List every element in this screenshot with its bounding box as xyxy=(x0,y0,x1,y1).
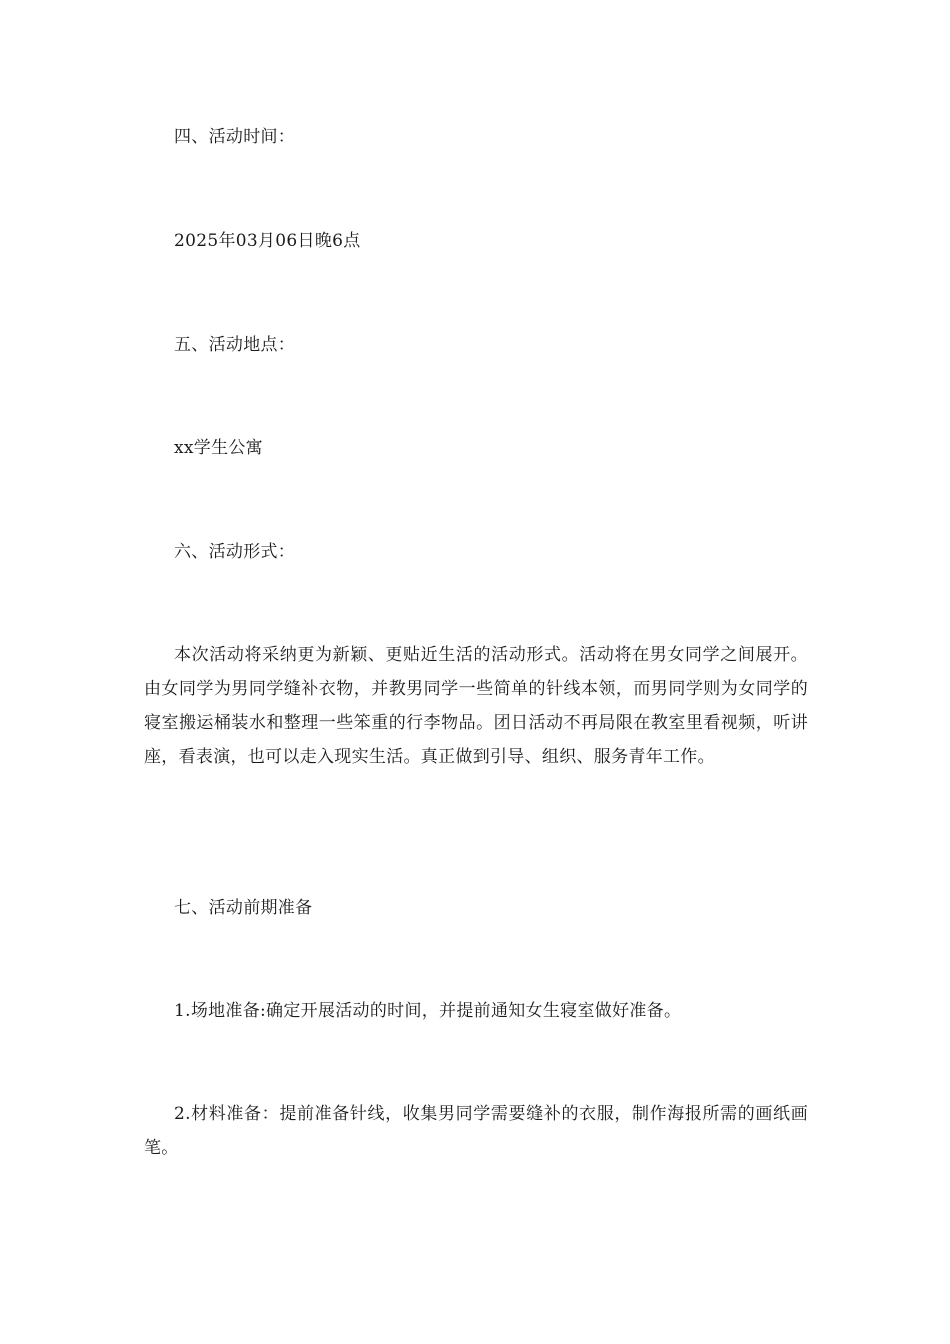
activity-place-value: xx学生公寓 xyxy=(174,438,263,458)
activity-form-heading: 六、活动形式： xyxy=(174,542,296,562)
preparation-item-venue: 1.场地准备:确定开展活动的时间，并提前通知女生寝室做好准备。 xyxy=(174,1001,682,1021)
activity-form-paragraph: 本次活动将采纳更为新颖、更贴近生活的活动形式。活动将在男女同学之间展开。由女同学为男同学缝补衣物，并教男同学一些简单的针线本领，而男同学则为女同学的寝室搬运桶装水和整理一些笨重的行李物品。团日活动不再局限在教室里看视频，听讲座，看表演，也可以走入现实生活。真正做到引导、组织、服务青年工作。 xyxy=(144,645,808,767)
preparation-heading: 七、活动前期准备 xyxy=(174,898,313,918)
activity-time-heading: 四、活动时间： xyxy=(174,127,296,147)
activity-place-heading: 五、活动地点： xyxy=(174,335,296,355)
activity-time-value: 2025年03月06日晚6点 xyxy=(174,231,361,251)
preparation-item-materials: 2.材料准备：提前准备针线，收集男同学需要缝补的衣服，制作海报所需的画纸画笔。 xyxy=(144,1104,808,1158)
